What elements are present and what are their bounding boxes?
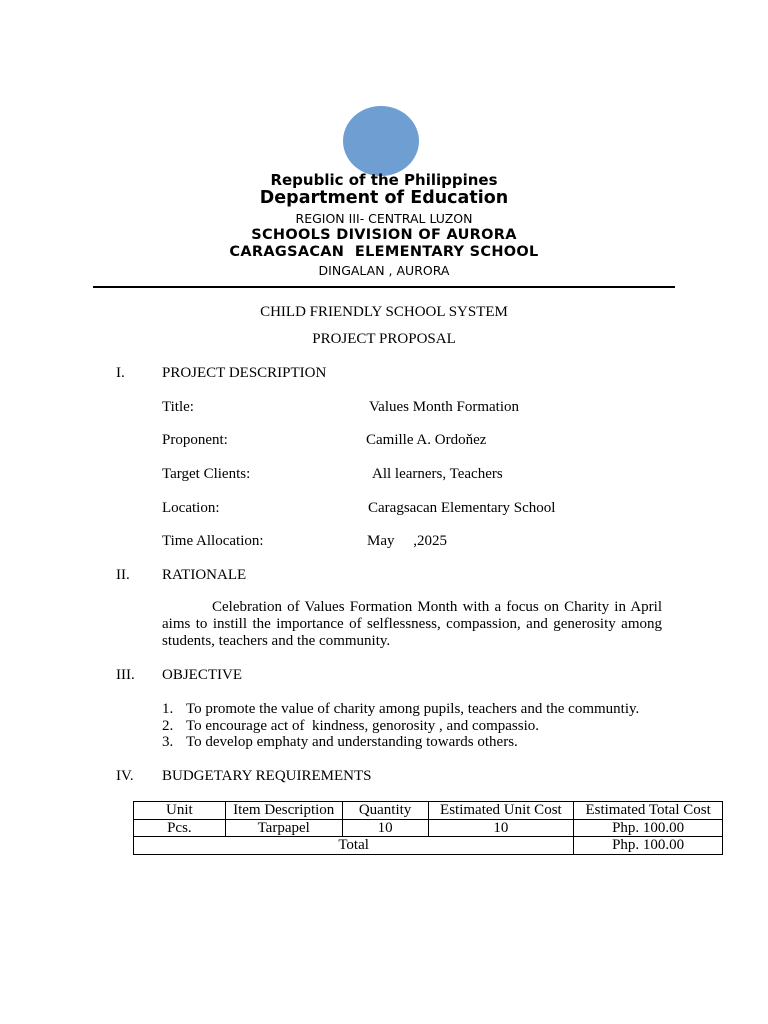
total-label: Total	[134, 837, 574, 855]
field-label-location: Location:	[162, 500, 220, 516]
budget-total-row	[134, 837, 723, 855]
deped-seal	[343, 106, 419, 176]
letterhead-address: DINGALAN , AURORA	[318, 263, 450, 278]
section-heading-budget: BUDGETARY REQUIREMENTS	[162, 768, 372, 784]
field-label-target-clients: Target Clients:	[162, 466, 251, 482]
column-header-estimated-total-cost: Estimated Total Cost	[574, 802, 723, 820]
letterhead-divider	[93, 286, 675, 288]
program-title: CHILD FRIENDLY SCHOOL SYSTEM	[260, 304, 508, 320]
rationale-paragraph: Celebration of Values Formation Month with a focus on Charity in April aims to instill the importance of selflessness, compassion, and generosity among students, teachers and the community.	[162, 599, 662, 649]
field-value-proponent: Camille A. Ordoňez	[366, 432, 487, 448]
field-value-time-allocation: May ,2025	[367, 533, 447, 549]
objective-item: To promote the value of charity among pupils, teachers and the communtiy.	[186, 701, 640, 717]
column-header-estimated-unit-cost: Estimated Unit Cost	[428, 802, 574, 820]
letterhead-division: SCHOOLS DIVISION OF AURORA	[251, 227, 517, 243]
column-header-quantity: Quantity	[342, 802, 428, 820]
letterhead-department: Department of Education	[259, 188, 509, 208]
table-row	[134, 819, 723, 837]
letterhead-republic: Republic of the Philippines	[270, 171, 498, 189]
field-label-time-allocation: Time Allocation:	[162, 533, 264, 549]
cell-estimated-unit-cost: 10	[428, 819, 574, 837]
budget-table	[133, 801, 723, 855]
document-title: PROJECT PROPOSAL	[312, 331, 456, 347]
section-heading-rationale: RATIONALE	[162, 567, 247, 583]
objective-marker: 3.	[162, 734, 174, 750]
section-heading-objective: OBJECTIVE	[162, 667, 242, 683]
objective-item: To encourage act of kindness, genorosity , and compassio.	[186, 718, 540, 734]
budget-header-row	[134, 802, 723, 820]
cell-quantity: 10	[342, 819, 428, 837]
objective-item: To develop emphaty and understanding towards others.	[186, 734, 518, 750]
section-number-rationale: II.	[116, 567, 130, 583]
letterhead-region: REGION III- CENTRAL LUZON	[295, 211, 473, 226]
field-label-title: Title:	[162, 399, 194, 415]
total-value: Php. 100.00	[574, 837, 723, 855]
column-header-unit: Unit	[134, 802, 226, 820]
objective-marker: 2.	[162, 718, 174, 734]
section-heading-description: PROJECT DESCRIPTION	[162, 365, 327, 381]
objective-marker: 1.	[162, 701, 174, 717]
letterhead-school: CARAGSACAN ELEMENTARY SCHOOL	[229, 244, 539, 260]
section-number-budget: IV.	[116, 768, 134, 784]
section-number-description: I.	[116, 365, 125, 381]
column-header-item-description: Item Description	[225, 802, 342, 820]
field-value-target-clients: All learners, Teachers	[372, 466, 503, 482]
section-number-objective: III.	[116, 667, 135, 683]
cell-estimated-total-cost: Php. 100.00	[574, 819, 723, 837]
field-value-title: Values Month Formation	[369, 399, 519, 415]
cell-unit: Pcs.	[134, 819, 226, 837]
field-value-location: Caragsacan Elementary School	[368, 500, 556, 516]
cell-item-description: Tarpapel	[225, 819, 342, 837]
field-label-proponent: Proponent:	[162, 432, 228, 448]
